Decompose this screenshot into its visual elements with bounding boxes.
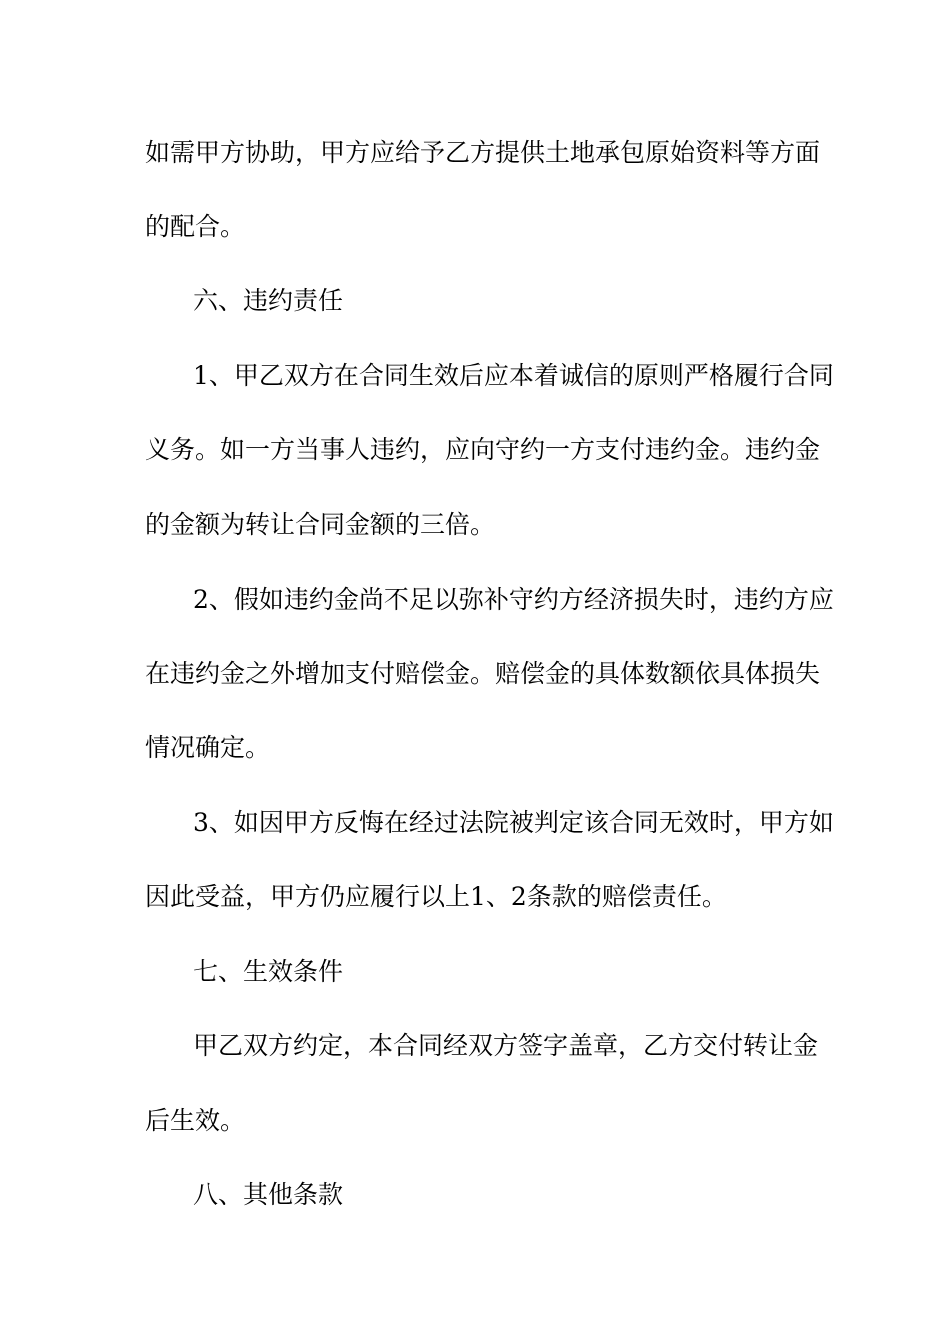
section-heading-effective-conditions: 七、生效条件	[193, 957, 344, 986]
paragraph-line: 因此受益，甲方仍应履行以上1、2条款的赔偿责任。	[145, 882, 727, 911]
paragraph-line: 义务。如一方当事人违约，应向守约一方支付违约金。违约金	[145, 435, 821, 464]
paragraph-line: 的配合。	[145, 212, 246, 241]
section-heading-breach-liability: 六、违约责任	[193, 286, 344, 315]
paragraph-line: 2、假如违约金尚不足以弥补守约方经济损失时，违约方应	[193, 585, 834, 614]
paragraph-line: 甲乙双方约定，本合同经双方签字盖章，乙方交付转让金	[193, 1031, 819, 1060]
paragraph-line: 1、甲乙双方在合同生效后应本着诚信的原则严格履行合同	[193, 361, 834, 390]
paragraph-line: 的金额为转让合同金额的三倍。	[145, 510, 496, 539]
paragraph-line: 如需甲方协助，甲方应给予乙方提供土地承包原始资料等方面	[145, 138, 821, 167]
paragraph-line: 情况确定。	[145, 733, 271, 762]
paragraph-line: 在违约金之外增加支付赔偿金。赔偿金的具体数额依具体损失	[145, 659, 821, 688]
section-heading-other-terms: 八、其他条款	[193, 1180, 344, 1209]
paragraph-line: 后生效。	[145, 1106, 246, 1135]
paragraph-line: 3、如因甲方反悔在经过法院被判定该合同无效时，甲方如	[193, 808, 834, 837]
